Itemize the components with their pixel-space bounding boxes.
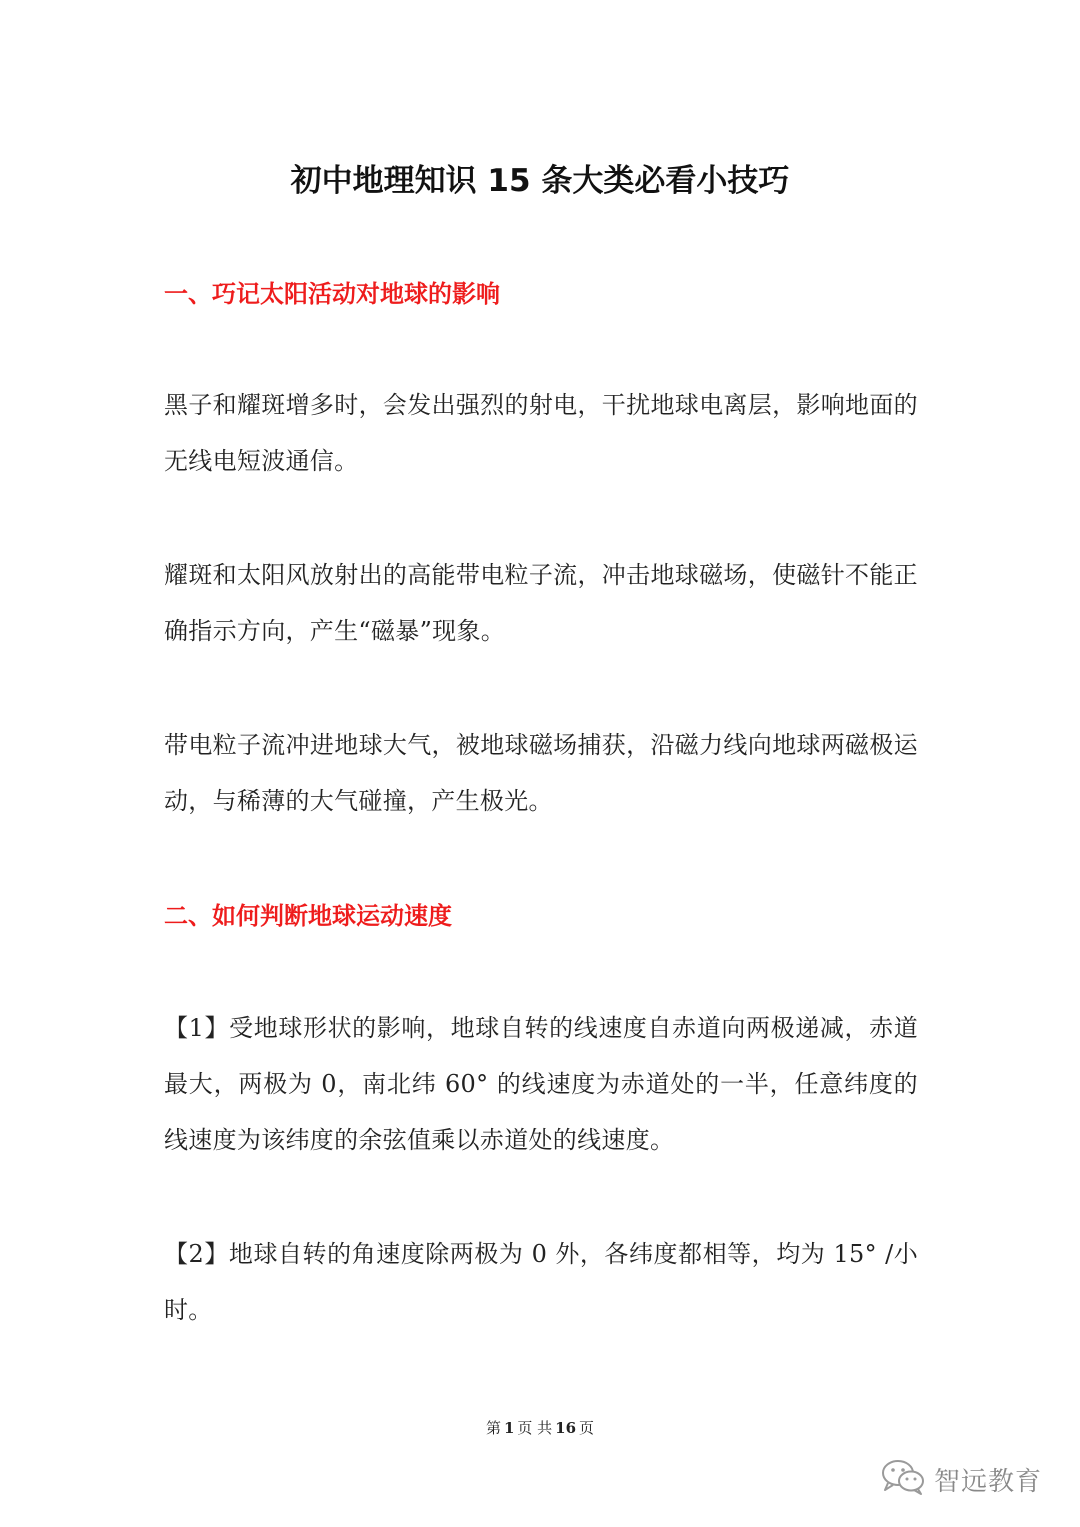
page-title: 初中地理知识 15 条大类必看小技巧 <box>290 163 790 199</box>
footer-page-prefix: 第 <box>485 1419 501 1437</box>
paragraph-1-3: 带电粒子流冲进地球大气，被地球磁场捕获，沿磁力线向地球两磁极运动，与稀薄的大气碰撞，产生极光。 <box>164 731 918 815</box>
page-footer <box>0 1417 1080 1438</box>
watermark-text: 智远教育 <box>934 1466 1043 1497</box>
section-heading-1: 一、巧记太阳活动对地球的影响 <box>164 280 500 308</box>
footer-page-mid: 页 共 <box>517 1419 553 1437</box>
paragraph-1-1: 黑子和耀斑增多时，会发出强烈的射电，干扰地球电离层，影响地面的无线电短波通信。 <box>164 391 918 475</box>
footer-page-suffix: 页 <box>579 1419 595 1437</box>
footer-page-current: 1 <box>503 1419 515 1437</box>
paragraph-2-1: 【1】受地球形状的影响，地球自转的线速度自赤道向两极递减，赤道最大，两极为 0，南北纬 60° 的线速度为赤道处的一半，任意纬度的线速度为该纬度的余弦值乘以赤道处的线速度。 <box>164 1014 918 1154</box>
paragraph-2-2: 【2】地球自转的角速度除两极为 0 外，各纬度都相等，均为 15° /小时。 <box>164 1240 918 1324</box>
wechat-icon <box>880 1458 926 1500</box>
watermark <box>880 1458 1042 1500</box>
footer-page-total: 16 <box>555 1419 577 1437</box>
paragraph-1-2: 耀斑和太阳风放射出的高能带电粒子流，冲击地球磁场，使磁针不能正确指示方向，产生“磁暴”现象。 <box>164 561 918 645</box>
section-heading-2: 二、如何判断地球运动速度 <box>164 902 452 930</box>
